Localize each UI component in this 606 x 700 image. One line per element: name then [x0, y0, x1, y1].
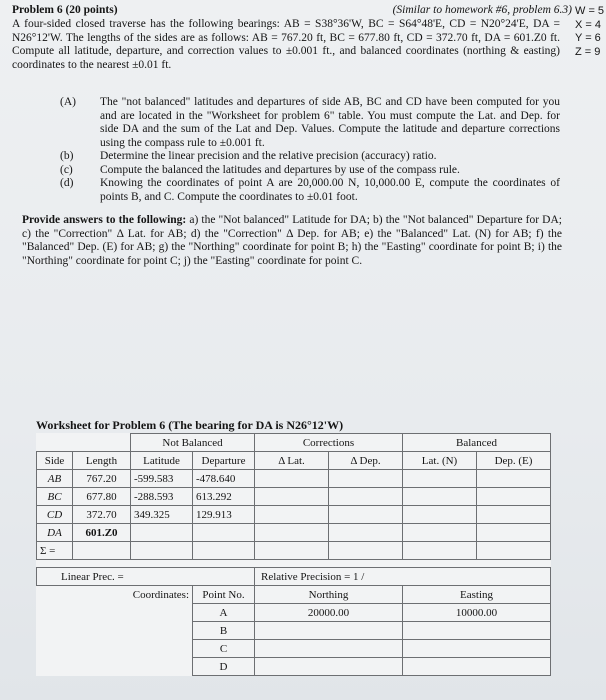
problem-title: Problem 6 (20 points) — [12, 4, 118, 16]
task-label: (b) — [60, 150, 74, 162]
corrections-header: Corrections — [255, 434, 403, 452]
delta-lat-cell[interactable] — [255, 470, 329, 488]
delta-dep-cell[interactable] — [329, 470, 403, 488]
task-text: Compute the balanced the latitudes and departures by use of the compass rule. — [100, 163, 460, 176]
sum-balanced-lat-cell[interactable] — [403, 542, 477, 560]
variable-x: X = 4 — [575, 18, 601, 31]
task-item — [60, 150, 560, 164]
sum-balanced-dep-cell[interactable] — [477, 542, 551, 560]
point-cell: D — [193, 658, 255, 676]
column-header-row — [37, 452, 551, 470]
easting-cell[interactable] — [403, 640, 551, 658]
task-item — [60, 164, 560, 178]
sum-row — [37, 542, 551, 560]
balanced-dep-cell[interactable] — [477, 524, 551, 542]
balanced-lat-cell[interactable] — [403, 488, 477, 506]
balanced-lat-cell[interactable] — [403, 470, 477, 488]
linear-precision-cell[interactable] — [37, 568, 255, 586]
task-text: Determine the linear precision and the relative precision (accuracy) ratio. — [100, 150, 437, 162]
latitude-cell: -599.583 — [131, 470, 193, 488]
column-header-delta-dep: Δ Dep. — [329, 452, 403, 470]
task-label: (A) — [60, 96, 76, 108]
table-row — [37, 524, 551, 542]
precision-row — [37, 568, 551, 586]
variable-list — [575, 5, 604, 59]
column-header-delta-lat: Δ Lat. — [255, 452, 329, 470]
problem-header — [12, 4, 572, 16]
latitude-cell: 349.325 — [131, 506, 193, 524]
linear-precision-label: Linear Prec. = — [61, 570, 124, 583]
delta-dep-cell[interactable] — [329, 524, 403, 542]
balanced-header: Balanced — [403, 434, 551, 452]
column-header-balanced-lat: Lat. (N) — [403, 452, 477, 470]
departure-cell: -478.640 — [193, 470, 255, 488]
delta-lat-cell[interactable] — [255, 488, 329, 506]
group-header-row — [37, 434, 551, 452]
coord-row — [37, 640, 551, 658]
coord-row — [37, 622, 551, 640]
balanced-dep-cell[interactable] — [477, 488, 551, 506]
column-header-latitude: Latitude — [131, 452, 193, 470]
northing-header: Northing — [255, 586, 403, 604]
length-cell: 767.20 — [73, 470, 131, 488]
blank-cell — [37, 434, 73, 452]
latitude-cell[interactable] — [131, 524, 193, 542]
worksheet-table — [36, 433, 551, 676]
sum-departure-cell[interactable] — [193, 542, 255, 560]
sum-delta-dep-cell[interactable] — [329, 542, 403, 560]
departure-cell[interactable] — [193, 524, 255, 542]
northing-cell[interactable] — [255, 658, 403, 676]
relative-precision-cell[interactable] — [255, 568, 551, 586]
point-no-header: Point No. — [193, 586, 255, 604]
northing-cell[interactable] — [255, 640, 403, 658]
variable-z: Z = 9 — [575, 45, 601, 58]
problem-intro: A four-sided closed traverse has the following bearings: AB = S38°36'W, BC = S64°48'E, CD = N20°24'E, DA = N26°12'W. The lengths of the sides are as follows: AB = 767.20 ft, BC = 677.80 ft, CD = 372.70 ft, DA = 601.Z0 ft. Compute all latitude, departure, and correction values to ±0.001 ft., and balanced coordinates (northing & easting) coordinates to the nearest ±0.01 ft. — [12, 18, 560, 71]
blank-cell — [37, 658, 193, 676]
worksheet-title: Worksheet for Problem 6 (The bearing for DA is N26°12'W) — [36, 418, 344, 432]
table-row — [37, 506, 551, 524]
easting-cell[interactable] — [403, 622, 551, 640]
balanced-dep-cell[interactable] — [477, 506, 551, 524]
sum-length-cell[interactable] — [73, 542, 131, 560]
problem-reference: (Similar to homework #6, problem 6.3) — [392, 4, 572, 16]
coord-row — [37, 604, 551, 622]
sum-delta-lat-cell[interactable] — [255, 542, 329, 560]
blank-cell — [37, 622, 193, 640]
table-row — [37, 470, 551, 488]
blank-cell — [37, 604, 193, 622]
length-cell: 677.80 — [73, 488, 131, 506]
delta-lat-cell[interactable] — [255, 524, 329, 542]
northing-cell: 20000.00 — [255, 604, 403, 622]
side-cell: DA — [37, 524, 73, 542]
task-item — [60, 96, 560, 150]
task-item — [60, 177, 560, 204]
delta-lat-cell[interactable] — [255, 506, 329, 524]
relative-precision-label: Relative Precision = 1 / — [261, 570, 365, 583]
point-cell: B — [193, 622, 255, 640]
task-label: (c) — [60, 163, 73, 176]
easting-cell: 10000.00 — [403, 604, 551, 622]
sum-label: Σ = — [37, 542, 73, 560]
length-cell: 372.70 — [73, 506, 131, 524]
latitude-cell: -288.593 — [131, 488, 193, 506]
variable-y: Y = 6 — [575, 32, 601, 44]
answers-lead: Provide answers to the following: — [22, 214, 187, 226]
point-cell: A — [193, 604, 255, 622]
spacer-row — [37, 560, 551, 568]
delta-dep-cell[interactable] — [329, 488, 403, 506]
blank-cell — [37, 640, 193, 658]
side-cell: BC — [37, 488, 73, 506]
coord-header-row — [37, 586, 551, 604]
coordinates-label: Coordinates: — [132, 588, 189, 601]
column-header-departure: Departure — [193, 452, 255, 470]
balanced-lat-cell[interactable] — [403, 506, 477, 524]
answers-text: a) the "Not balanced" Latitude for DA; b) the "Not balanced" Departure for DA; c) the "Correction" Δ Lat. for AB; d) the "Correction" Δ Dep. for AB; e) the "Balanced" Lat. (N) for AB; f) the "Balanced" Dep. (E) for AB; g) the "Northing" coordinate for point B; h) the "Easting" coordinate for point B; i) the "Northing" coordinate for point C; j) the "Easting" coordinate for point C. — [22, 214, 562, 267]
side-cell: AB — [37, 470, 73, 488]
coord-row — [37, 658, 551, 676]
column-header-side: Side — [37, 452, 73, 470]
column-header-balanced-dep: Dep. (E) — [477, 452, 551, 470]
departure-cell: 613.292 — [193, 488, 255, 506]
departure-cell: 129.913 — [193, 506, 255, 524]
side-cell: CD — [37, 506, 73, 524]
variable-w: W = 5 — [575, 5, 605, 17]
balanced-lat-cell[interactable] — [403, 524, 477, 542]
blank-cell — [73, 434, 131, 452]
balanced-dep-cell[interactable] — [477, 470, 551, 488]
spacer-cell — [37, 560, 551, 568]
answers-request — [22, 214, 562, 268]
easting-header: Easting — [403, 586, 551, 604]
easting-cell[interactable] — [403, 658, 551, 676]
northing-cell[interactable] — [255, 622, 403, 640]
task-text: Knowing the coordinates of point A are 20,000.00 N, 10,000.00 E, compute the coordinates of points B, and C. Compute the coordinates to ±0.01 foot. — [100, 177, 560, 203]
column-header-length: Length — [73, 452, 131, 470]
sum-latitude-cell[interactable] — [131, 542, 193, 560]
length-cell: 601.Z0 — [73, 524, 131, 542]
table-row — [37, 488, 551, 506]
task-text: The "not balanced" latitudes and departures of side AB, BC and CD have been computed for you and are located in the "Worksheet for problem 6" table. You must compute the Lat. and Dep. for side DA and the sum of the Lat and Dep. Values. Compute the latitude and departure corrections using the compass rule to ±0.001 ft. — [100, 96, 560, 149]
task-list — [60, 96, 560, 204]
delta-dep-cell[interactable] — [329, 506, 403, 524]
not-balanced-header: Not Balanced — [131, 434, 255, 452]
task-label: (d) — [60, 177, 74, 189]
point-cell: C — [193, 640, 255, 658]
